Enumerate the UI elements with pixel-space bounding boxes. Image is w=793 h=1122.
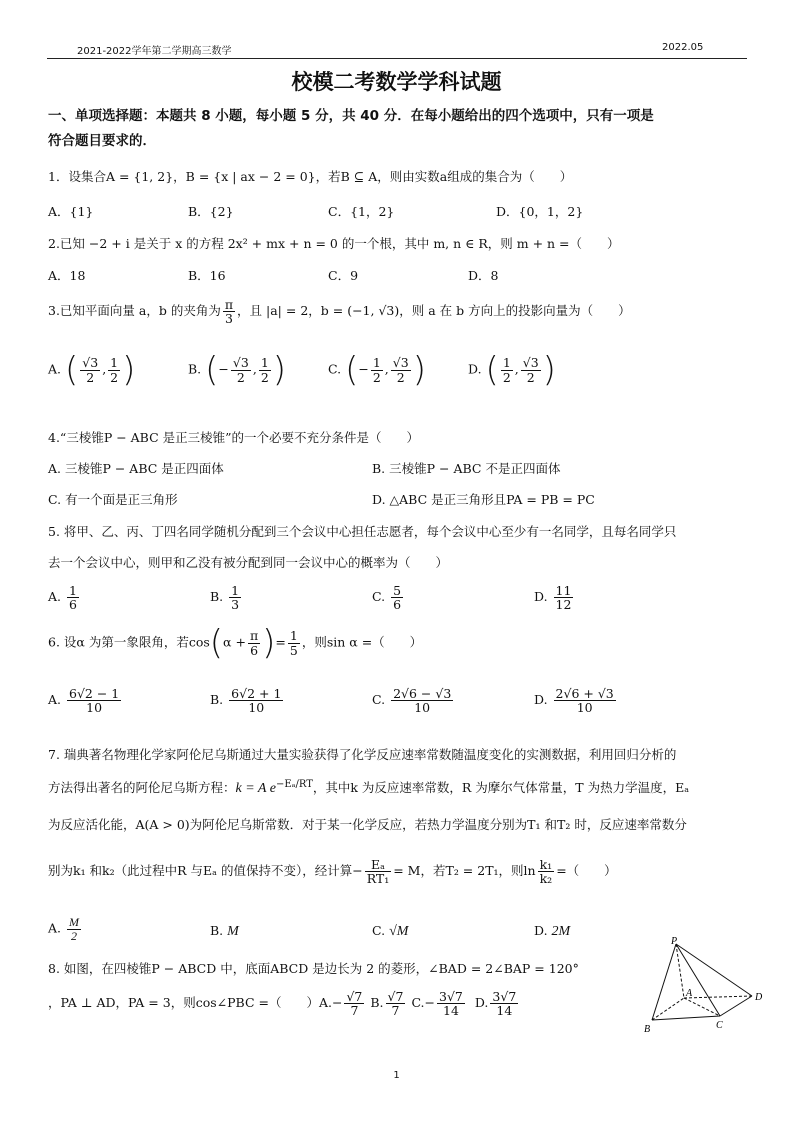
q3-a-n1: √3 — [82, 355, 99, 371]
question-4-text: 4.“三棱锥P − ABC 是正三棱锥”的一个必要不充分条件是（ ） — [48, 430, 420, 445]
q8-c-sign: − — [424, 995, 436, 1011]
q3-three: 3 — [224, 311, 233, 327]
q6-b-den: 10 — [248, 700, 265, 716]
q6-c-num: 2√6 − √3 — [393, 686, 452, 701]
q6-five: 5 — [289, 642, 298, 658]
q3-b-sign: − — [218, 361, 229, 377]
q5-a-num: 1 — [69, 583, 77, 598]
q2-option-c: C．9 — [328, 268, 359, 283]
q4-option-c: C. 有一个面是正三角形 — [48, 492, 178, 507]
q7-line4b: =（ ） — [556, 863, 617, 879]
q3-option-d: D. ( $\frac{1}{2}$ , $\frac{√3}{2}$ ) — [468, 350, 556, 390]
edge-pb — [652, 944, 676, 1020]
q7-d-value: 2M — [551, 924, 571, 939]
q5-d-den: 12 — [555, 597, 572, 613]
vertex-label-c: C — [716, 1020, 723, 1031]
header-rule — [47, 58, 747, 59]
q6-option-c — [372, 687, 455, 714]
q3-b-n2: 1 — [260, 355, 269, 371]
edge-pa — [676, 944, 684, 998]
q8-line2a: ，PA ⊥ AD，PA = 3，则cos∠PBC =（ ）A. — [48, 995, 332, 1011]
q7-k2: k₂ — [539, 871, 553, 887]
edge-ab — [652, 998, 684, 1020]
q5-option-a — [48, 584, 81, 611]
q7-option-d — [534, 923, 570, 940]
q6-d-den: 10 — [576, 700, 593, 716]
question-6-text: 6. 设α 为第一象限角，若cos(α + $\frac{\pi}{6}$ )= $\frac{1}{5}$ ，则sin α =（ ） — [48, 623, 423, 663]
q6-text-a: 6. 设α 为第一象限角，若 — [48, 634, 189, 650]
q3-d-n2: √3 — [522, 355, 539, 371]
q8-b-num: √7 — [387, 989, 404, 1004]
q5-option-c — [372, 584, 405, 611]
q7-a-label: A. — [48, 920, 62, 936]
q7-eqm: = M，若T₂ = 2T₁，则ln — [393, 863, 536, 879]
q2-option-d: D．8 — [468, 268, 499, 283]
q1-option-c: C．{1，2} — [328, 204, 395, 219]
page-title: 校模二考数学学科试题 — [291, 70, 502, 94]
q8-b-den: 7 — [391, 1003, 400, 1019]
q7-neg: − — [352, 863, 363, 879]
header-right: 2022.05 — [662, 42, 704, 53]
q6-pi: π — [249, 628, 259, 644]
q7-option-b — [210, 923, 239, 940]
q5-d-label: D. — [534, 589, 548, 605]
q6-d-num: 2√6 + √3 — [555, 686, 614, 701]
q3-option-d-label: D. — [468, 361, 482, 377]
q3-text-part-b: ，且 |a| = 2，b = (−1, √3)，则 a 在 b 方向上的投影向量为（ ） — [237, 303, 631, 319]
q3-c-n1: 1 — [372, 355, 381, 371]
q6-a-num: 6√2 − 1 — [69, 686, 120, 701]
q3-a-n2: 1 — [110, 355, 119, 371]
q3-c-n2: √3 — [392, 355, 409, 371]
q6-one: 1 — [289, 628, 298, 644]
q3-a-d2: 2 — [110, 369, 119, 385]
q6-b-num: 6√2 + 1 — [231, 686, 282, 701]
q3-d-n1: 1 — [502, 355, 511, 371]
q5-b-label: B. — [210, 589, 224, 605]
q6-eq: = — [275, 634, 286, 650]
q3-b-d2: 2 — [260, 369, 269, 385]
question-5-line2: 去一个会议中心，则甲和乙没有被分配到同一会议中心的概率为（ ） — [48, 555, 449, 570]
q7-b-value: M — [227, 924, 239, 939]
q1-option-a: A．{1} — [48, 204, 94, 219]
q7-a-num: M — [69, 915, 79, 929]
q6-a-den: 10 — [86, 700, 103, 716]
q8-c-den: 14 — [443, 1003, 459, 1019]
q3-b-n1: √3 — [232, 355, 249, 371]
q6-cos: cos — [188, 634, 210, 650]
q5-option-d — [534, 584, 575, 611]
q1-option-b: B．{2} — [188, 204, 234, 219]
vertex-label-a: A — [686, 988, 693, 999]
q7-formula: k = A e — [235, 781, 276, 796]
q4-option-b: B. 三棱锥P − ABC 不是正四面体 — [372, 461, 561, 476]
q5-c-num: 5 — [393, 583, 402, 598]
q6-six: 6 — [250, 642, 259, 658]
q5-d-num: 11 — [555, 583, 572, 598]
q5-option-b — [210, 584, 243, 611]
q6-b-label: B. — [210, 692, 224, 708]
q6-c-den: 10 — [414, 700, 431, 716]
q3-option-b-label: B. — [188, 361, 202, 377]
q7-line2b: ，其中k 为反应速率常数，R 为摩尔气体常量，T 为热力学温度，Eₐ — [312, 780, 690, 795]
q8-c-num: 3√7 — [439, 989, 463, 1004]
q3-pi: π — [224, 297, 234, 312]
q6-alpha-plus: α + — [223, 634, 246, 650]
q7-rt1: RT₁ — [366, 871, 390, 887]
q3-text-part-a: 3.已知平面向量 a，b 的夹角为 — [48, 303, 221, 319]
q3-angle-fraction — [223, 298, 235, 325]
question-7-line3: 为反应活化能，A(A > 0)为阿伦尼乌斯常数．对于某一化学反应，若热力学温度分别为T₁ 和T₂ 时，反应速率常数分 — [48, 817, 687, 832]
q8-d-den: 14 — [496, 1003, 513, 1019]
q7-d-label: D. — [534, 923, 548, 938]
q7-b-label: B. — [210, 923, 224, 938]
q6-text-b: ，则sin α =（ ） — [301, 634, 423, 650]
q8-d-num: 3√7 — [492, 989, 517, 1004]
q8-a-num: √7 — [346, 989, 363, 1004]
header-left: 2021-2022学年第二学期高三数学 — [77, 46, 232, 57]
q7-k1: k₁ — [539, 857, 553, 872]
q3-d-d2: 2 — [526, 369, 535, 385]
q7-line4a: 别为k₁ 和k₂（此过程中R 与Eₐ 的值保持不变），经计算 — [48, 863, 353, 879]
q5-a-den: 6 — [69, 597, 77, 613]
question-5-line1: 5. 将甲、乙、丙、丁四名同学随机分配到三个会议中心担任志愿者，每个会议中心至少有一名同学，且每名同学只 — [48, 524, 677, 539]
q3-option-a-label: A. — [48, 361, 62, 377]
q7-exponent: −Eₐ/RT — [275, 778, 313, 790]
q5-a-label: A. — [48, 589, 62, 605]
question-3-text — [48, 298, 631, 325]
q3-option-a: A. ( $\frac{√3}{2}$ , $\frac{1}{2}$ ) — [48, 350, 136, 390]
q8-c-label: C. — [411, 995, 425, 1011]
q6-option-b — [210, 687, 285, 714]
q3-b-d1: 2 — [236, 369, 245, 385]
question-1-text: 1．设集合A = {1, 2}，B = {x | ax − 2 = 0}，若B ⊆ A，则由实数a组成的集合为（ ） — [48, 169, 573, 184]
q2-option-b: B．16 — [188, 268, 226, 283]
q2-option-a: A．18 — [48, 268, 86, 283]
q5-c-label: C. — [372, 589, 386, 605]
question-8-line2 — [48, 990, 520, 1017]
q6-option-d — [534, 687, 618, 714]
q3-a-d1: 2 — [86, 369, 95, 385]
q7-a-den: 2 — [71, 928, 77, 943]
q7-ea: Eₐ — [365, 858, 392, 872]
question-8-line1: 8. 如图，在四棱锥P − ABCD 中，底面ABCD 是边长为 2 的菱形，∠BAD = 2∠BAP = 120° — [48, 961, 579, 976]
q3-option-b: B. (− $\frac{√3}{2}$ , $\frac{1}{2}$ ) — [188, 350, 287, 390]
q8-a-sign: − — [331, 995, 343, 1011]
section-heading-line1: 一、单项选择题：本题共 8 小题，每小题 5 分，共 40 分．在每小题给出的四个选项中，只有一项是 — [48, 108, 654, 124]
q7-c-value: √M — [389, 924, 409, 939]
edge-ad — [684, 996, 752, 998]
q3-c-sign: − — [358, 361, 369, 377]
question-7-line2 — [48, 778, 689, 797]
q3-option-c-label: C. — [328, 361, 342, 377]
q4-option-d: D. △ABC 是正三角形且PA = PB = PC — [372, 492, 595, 507]
q3-option-c: C. (− $\frac{1}{2}$ , $\frac{√3}{2}$ ) — [328, 350, 426, 390]
q1-option-d: D．{0，1，2} — [496, 204, 584, 219]
q7-line2a: 方法得出著名的阿伦尼乌斯方程： — [48, 780, 236, 795]
edge-cd — [720, 996, 752, 1016]
q8-a-den: 7 — [350, 1003, 359, 1019]
q8-pyramid-figure — [640, 936, 770, 1036]
q6-c-label: C. — [372, 692, 386, 708]
q6-option-a — [48, 687, 123, 714]
q6-d-label: D. — [534, 692, 548, 708]
question-7-line1: 7. 瑞典著名物理化学家阿伦尼乌斯通过大量实验获得了化学反应速率常数随温度变化的实测数据，利用回归分析的 — [48, 747, 677, 762]
q7-option-c — [372, 923, 408, 940]
q8-b-label: B. — [370, 995, 384, 1011]
q4-option-a: A. 三棱锥P − ABC 是正四面体 — [48, 461, 224, 476]
vertex-label-d: D — [755, 992, 763, 1003]
q3-c-d2: 2 — [396, 369, 405, 385]
vertex-label-b: B — [644, 1024, 651, 1035]
q5-b-den: 3 — [231, 597, 240, 613]
q3-c-d1: 2 — [372, 369, 381, 385]
q6-a-label: A. — [48, 692, 62, 708]
edge-bc — [652, 1016, 720, 1020]
question-2-text: 2.已知 −2 + i 是关于 x 的方程 2x² + mx + n = 0 的一个根，其中 m, n ∈ R，则 m + n =（ ） — [48, 236, 620, 251]
vertex-label-p: P — [671, 936, 678, 947]
question-7-line4 — [48, 858, 617, 885]
q7-option-a — [48, 916, 83, 942]
q5-b-num: 1 — [231, 583, 240, 598]
q7-c-label: C. — [372, 923, 386, 938]
q5-c-den: 6 — [393, 597, 402, 613]
q3-d-d1: 2 — [502, 369, 511, 385]
q8-d-label: D. — [474, 995, 489, 1011]
page-number: 1 — [393, 1070, 400, 1081]
section-heading-line2: 符合题目要求的． — [48, 133, 156, 149]
